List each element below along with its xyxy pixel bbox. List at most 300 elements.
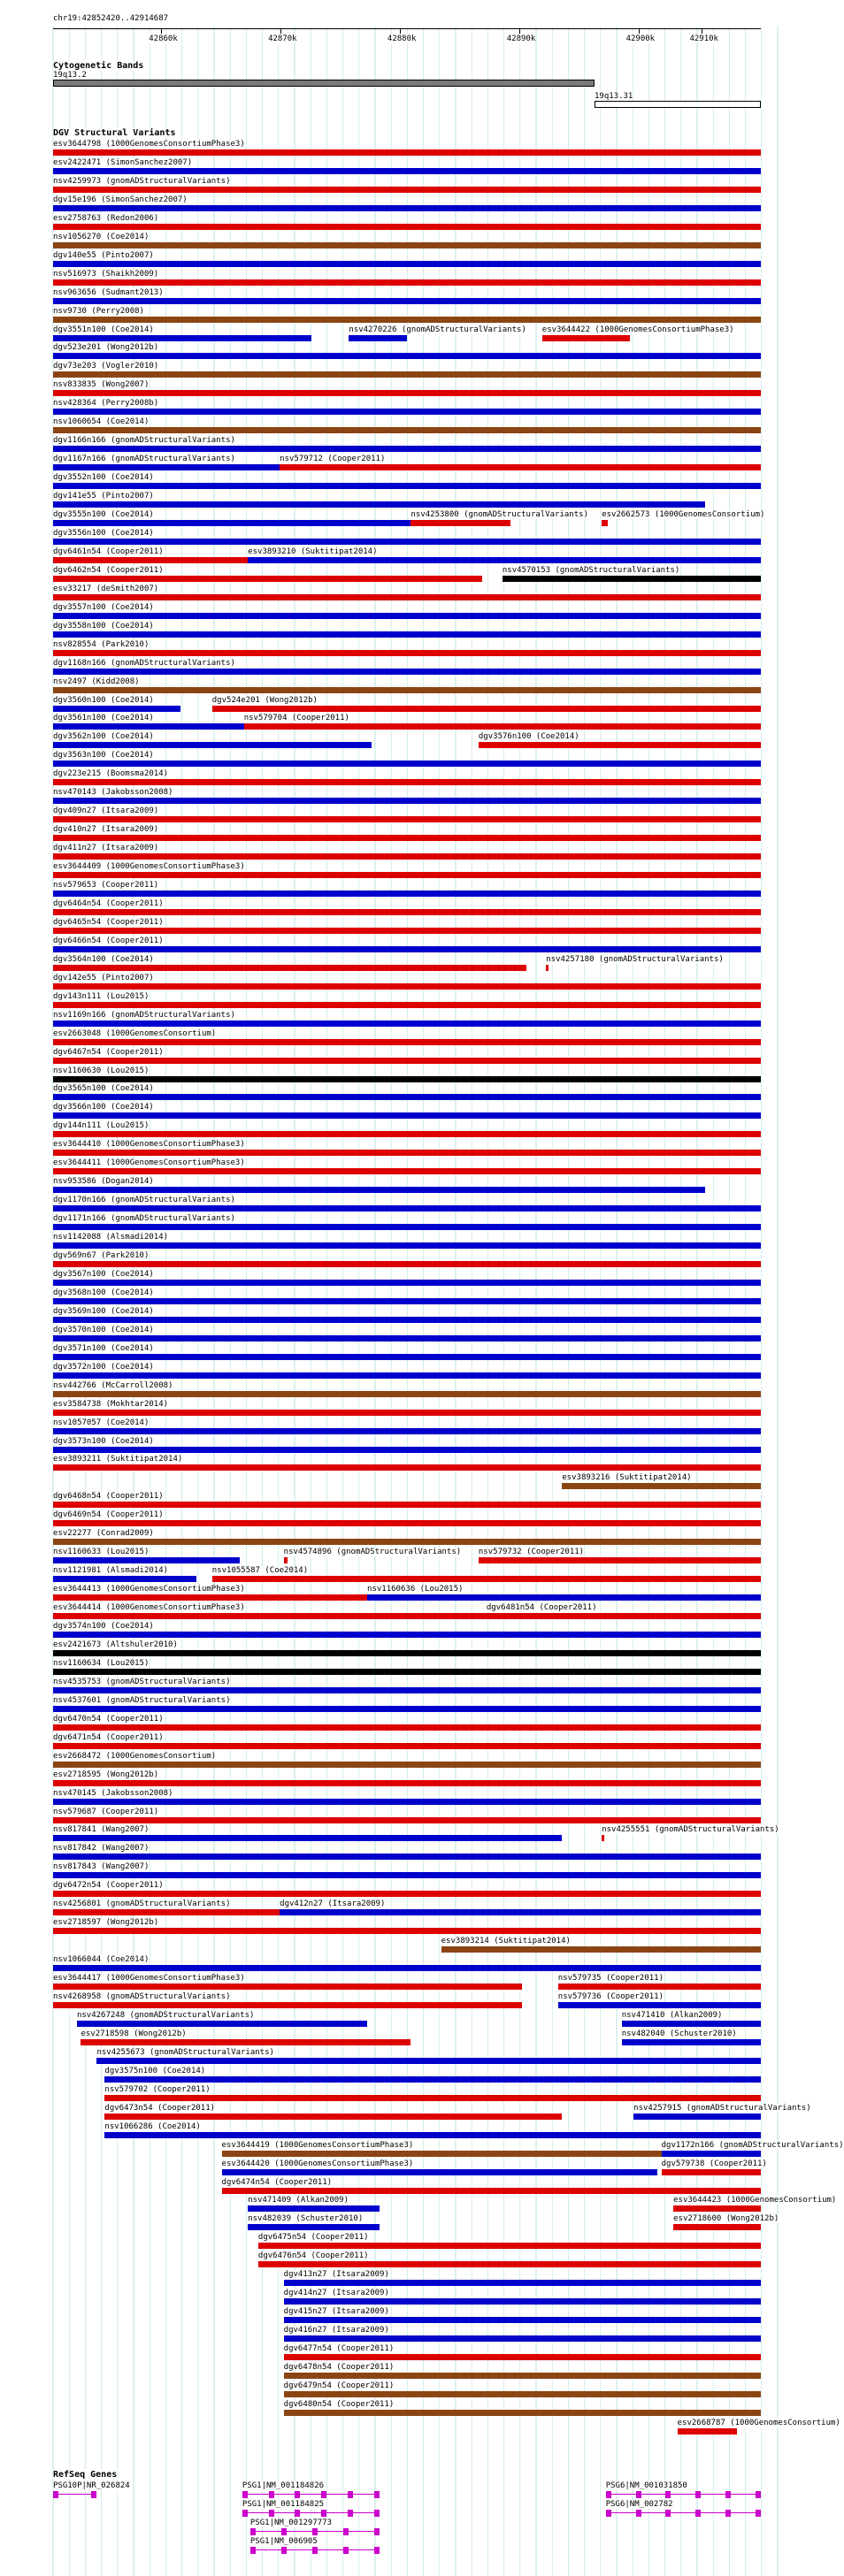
variant-label[interactable]: nsv579735 (Cooper2011) <box>557 1974 664 1984</box>
variant-bar[interactable] <box>258 2243 761 2249</box>
gene-exon[interactable] <box>695 2491 701 2498</box>
variant-bar[interactable] <box>622 2039 761 2045</box>
variant-bar[interactable] <box>53 1520 761 1526</box>
variant-bar[interactable] <box>479 1557 761 1563</box>
variant-label[interactable]: dgv410n27 (Itsara2009) <box>53 825 159 835</box>
variant-bar[interactable] <box>284 2391 761 2397</box>
variant-bar[interactable] <box>53 1261 761 1267</box>
variant-label[interactable]: dgv1172n166 (gnomADStructuralVariants) <box>661 2140 844 2150</box>
gene-exon[interactable] <box>374 2547 380 2554</box>
variant-bar[interactable] <box>53 1891 761 1897</box>
variant-bar[interactable] <box>53 1743 761 1749</box>
gene-exon[interactable] <box>636 2491 641 2498</box>
gene-exon[interactable] <box>665 2491 671 2498</box>
variant-bar[interactable] <box>284 2335 761 2342</box>
gene-exon[interactable] <box>321 2491 326 2498</box>
variant-bar[interactable] <box>222 2188 761 2194</box>
gene-label[interactable]: PSG6|NM_001031850 <box>605 2481 687 2490</box>
gene-exon[interactable] <box>269 2510 274 2517</box>
variant-label[interactable]: dgv3551n100 (Coe2014) <box>53 325 154 334</box>
variant-label[interactable]: dgv3565n100 (Coe2014) <box>53 1084 154 1094</box>
variant-label[interactable]: nsv817842 (Wang2007) <box>53 1844 150 1854</box>
variant-bar[interactable] <box>53 872 761 878</box>
variant-bar[interactable] <box>53 224 761 230</box>
variant-label[interactable]: dgv3555n100 (Coe2014) <box>53 510 154 519</box>
variant-label[interactable]: esv3644414 (1000GenomesConsortiumPhase3) <box>53 1603 245 1613</box>
variant-bar[interactable] <box>673 2205 761 2212</box>
gene-exon[interactable] <box>242 2491 248 2498</box>
variant-bar[interactable] <box>53 1835 562 1841</box>
variant-label[interactable]: dgv6471n54 (Cooper2011) <box>53 1732 164 1742</box>
gene-label[interactable]: PSG6|NM_002782 <box>605 2500 673 2509</box>
variant-bar[interactable] <box>53 1706 761 1712</box>
gene-exon[interactable] <box>606 2491 611 2498</box>
variant-bar[interactable] <box>284 1557 288 1563</box>
variant-bar[interactable] <box>284 2373 761 2379</box>
variant-bar[interactable] <box>53 335 311 341</box>
variant-label[interactable]: nsv442766 (McCarroll2008) <box>53 1380 173 1390</box>
variant-label[interactable]: dgv3552n100 (Coe2014) <box>53 473 154 483</box>
variant-label[interactable]: dgv140e55 (Pinto2007) <box>53 250 154 260</box>
variant-bar[interactable] <box>284 2410 761 2416</box>
variant-label[interactable]: nsv1060654 (Coe2014) <box>53 417 150 427</box>
variant-label[interactable]: esv3893214 (Suktitipat2014) <box>441 1937 571 1946</box>
variant-label[interactable]: dgv3576n100 (Coe2014) <box>478 732 579 742</box>
variant-label[interactable]: esv3644417 (1000GenomesConsortiumPhase3) <box>53 1974 245 1984</box>
variant-bar[interactable] <box>53 1168 761 1174</box>
gene-intron-line[interactable] <box>242 2494 380 2495</box>
variant-bar[interactable] <box>349 335 407 341</box>
variant-bar[interactable] <box>53 1428 761 1434</box>
variant-label[interactable]: dgv3567n100 (Coe2014) <box>53 1269 154 1279</box>
gene-exon[interactable] <box>343 2528 349 2535</box>
gene-intron-line[interactable] <box>606 2494 761 2495</box>
variant-label[interactable]: nsv1169n166 (gnomADStructuralVariants) <box>53 1010 235 1020</box>
variant-label[interactable]: esv2422471 (SimonSanchez2007) <box>53 157 193 167</box>
variant-label[interactable]: dgv6474n54 (Cooper2011) <box>221 2177 333 2187</box>
variant-label[interactable]: dgv6475n54 (Cooper2011) <box>257 2233 369 2243</box>
variant-label[interactable]: dgv6467n54 (Cooper2011) <box>53 1047 164 1057</box>
variant-bar[interactable] <box>53 1872 761 1878</box>
variant-bar[interactable] <box>558 1984 761 1990</box>
variant-label[interactable]: dgv6480n54 (Cooper2011) <box>283 2399 395 2409</box>
variant-bar[interactable] <box>53 1984 522 1990</box>
variant-bar[interactable] <box>77 2021 367 2027</box>
variant-label[interactable]: nsv4259973 (gnomADStructuralVariants) <box>53 176 231 186</box>
variant-label[interactable]: dgv3563n100 (Coe2014) <box>53 751 154 761</box>
variant-label[interactable]: dgv412n27 (Itsara2009) <box>280 1900 386 1909</box>
variant-bar[interactable] <box>104 2132 761 2138</box>
variant-label[interactable]: dgv579738 (Cooper2011) <box>661 2159 767 2168</box>
variant-bar[interactable] <box>53 1372 761 1379</box>
variant-label[interactable]: dgv413n27 (Itsara2009) <box>283 2270 389 2280</box>
variant-bar[interactable] <box>53 1669 761 1675</box>
variant-bar[interactable] <box>53 1354 761 1360</box>
variant-label[interactable]: dgv1171n166 (gnomADStructuralVariants) <box>53 1214 235 1224</box>
gene-exon[interactable] <box>725 2510 731 2517</box>
variant-label[interactable]: dgv3566n100 (Coe2014) <box>53 1103 154 1112</box>
gene-exon[interactable] <box>91 2491 96 2498</box>
variant-bar[interactable] <box>280 464 761 470</box>
variant-label[interactable]: nsv4570153 (gnomADStructuralVariants) <box>502 565 680 575</box>
variant-label[interactable]: dgv6469n54 (Cooper2011) <box>53 1510 164 1520</box>
variant-bar[interactable] <box>53 1150 761 1156</box>
variant-bar[interactable] <box>96 2058 761 2064</box>
variant-label[interactable]: dgv3571n100 (Coe2014) <box>53 1343 154 1353</box>
variant-bar[interactable] <box>53 557 248 563</box>
gene-exon[interactable] <box>312 2528 318 2535</box>
variant-bar[interactable] <box>546 965 549 971</box>
variant-bar[interactable] <box>53 520 410 526</box>
gene-exon[interactable] <box>756 2491 761 2498</box>
variant-bar[interactable] <box>53 631 761 638</box>
variant-bar[interactable] <box>222 2169 658 2175</box>
variant-label[interactable]: dgv6470n54 (Cooper2011) <box>53 1714 164 1724</box>
variant-bar[interactable] <box>53 427 761 433</box>
gene-exon[interactable] <box>695 2510 701 2517</box>
variant-label[interactable]: esv3644423 (1000GenomesConsortium) <box>673 2196 837 2205</box>
variant-bar[interactable] <box>479 742 761 748</box>
variant-bar[interactable] <box>53 1298 761 1304</box>
variant-bar[interactable] <box>53 1076 761 1082</box>
variant-bar[interactable] <box>284 2354 761 2360</box>
variant-bar[interactable] <box>53 298 761 304</box>
variant-label[interactable]: nsv1057057 (Coe2014) <box>53 1418 150 1427</box>
variant-label[interactable]: nsv4267248 (gnomADStructuralVariants) <box>76 2010 255 2020</box>
variant-bar[interactable] <box>487 1613 761 1619</box>
variant-label[interactable]: nsv579687 (Cooper2011) <box>53 1807 159 1816</box>
variant-bar[interactable] <box>53 409 761 415</box>
variant-label[interactable]: dgv3561n100 (Coe2014) <box>53 714 154 723</box>
variant-label[interactable]: esv3893211 (Suktitipat2014) <box>53 1455 183 1464</box>
variant-bar[interactable] <box>53 1502 761 1508</box>
variant-bar[interactable] <box>244 723 761 730</box>
gene-exon[interactable] <box>374 2491 380 2498</box>
variant-label[interactable]: esv22277 (Conrad2009) <box>53 1529 154 1539</box>
variant-label[interactable]: dgv3564n100 (Coe2014) <box>53 954 154 964</box>
variant-label[interactable]: dgv6478n54 (Cooper2011) <box>283 2363 395 2372</box>
variant-bar[interactable] <box>53 205 761 211</box>
variant-label[interactable]: nsv1142088 (Alsmadi2014) <box>53 1233 169 1242</box>
variant-bar[interactable] <box>53 928 761 934</box>
variant-bar[interactable] <box>410 520 510 526</box>
variant-bar[interactable] <box>367 1594 761 1601</box>
variant-label[interactable]: esv3644420 (1000GenomesConsortiumPhase3) <box>221 2159 414 2168</box>
variant-label[interactable]: dgv6479n54 (Cooper2011) <box>283 2381 395 2390</box>
variant-bar[interactable] <box>53 594 761 600</box>
variant-bar[interactable] <box>53 1131 761 1137</box>
variant-label[interactable]: nsv4256801 (gnomADStructuralVariants) <box>53 1900 231 1909</box>
variant-label[interactable]: esv3893216 (Suktitipat2014) <box>562 1473 692 1483</box>
variant-bar[interactable] <box>248 557 761 563</box>
variant-bar[interactable] <box>503 576 761 582</box>
variant-label[interactable]: dgv6464n54 (Cooper2011) <box>53 898 164 908</box>
variant-bar[interactable] <box>53 1058 761 1064</box>
variant-bar[interactable] <box>53 576 482 582</box>
variant-bar[interactable] <box>678 2428 737 2435</box>
gene-exon[interactable] <box>242 2510 248 2517</box>
variant-bar[interactable] <box>53 1039 761 1045</box>
variant-bar[interactable] <box>53 1280 761 1286</box>
variant-bar[interactable] <box>212 706 761 712</box>
variant-bar[interactable] <box>53 1447 761 1453</box>
variant-bar[interactable] <box>53 1724 761 1731</box>
gene-label[interactable]: PSG1|NM_006905 <box>249 2537 318 2546</box>
gene-exon[interactable] <box>250 2528 256 2535</box>
variant-bar[interactable] <box>53 742 372 748</box>
variant-label[interactable]: dgv6476n54 (Cooper2011) <box>257 2251 369 2261</box>
variant-bar[interactable] <box>53 1335 761 1342</box>
variant-bar[interactable] <box>53 501 705 508</box>
gene-exon[interactable] <box>250 2547 256 2554</box>
variant-bar[interactable] <box>53 1799 761 1805</box>
variant-label[interactable]: esv2668787 (1000GenomesConsortium) <box>677 2418 840 2427</box>
variant-label[interactable]: nsv1160636 (Lou2015) <box>367 1585 464 1594</box>
variant-bar[interactable] <box>104 2095 761 2101</box>
variant-label[interactable]: esv3644419 (1000GenomesConsortiumPhase3) <box>221 2140 414 2150</box>
variant-bar[interactable] <box>53 1557 240 1563</box>
variant-bar[interactable] <box>53 1817 761 1823</box>
variant-label[interactable]: esv2668472 (1000GenomesConsortium) <box>53 1751 217 1761</box>
variant-label[interactable]: esv3893210 (Suktitipat2014) <box>248 547 378 556</box>
variant-bar[interactable] <box>284 2317 761 2323</box>
variant-bar[interactable] <box>673 2224 761 2230</box>
variant-label[interactable]: esv2662573 (1000GenomesConsortium) <box>602 510 765 519</box>
variant-bar[interactable] <box>53 1317 761 1323</box>
gene-intron-line[interactable] <box>606 2512 761 2513</box>
variant-bar[interactable] <box>602 1835 604 1841</box>
variant-label[interactable]: dgv569n67 (Park2010) <box>53 1251 150 1260</box>
variant-label[interactable]: dgv3572n100 (Coe2014) <box>53 1362 154 1372</box>
variant-label[interactable]: esv2421673 (Altshuler2010) <box>53 1640 178 1649</box>
variant-bar[interactable] <box>53 261 761 267</box>
variant-label[interactable]: nsv579653 (Cooper2011) <box>53 881 159 890</box>
variant-label[interactable]: nsv4257915 (gnomADStructuralVariants) <box>633 2103 811 2113</box>
variant-bar[interactable] <box>53 983 761 990</box>
variant-label[interactable]: nsv4255673 (gnomADStructuralVariants) <box>96 2047 274 2057</box>
variant-label[interactable]: nsv579712 (Cooper2011) <box>280 455 386 464</box>
gene-exon[interactable] <box>725 2491 731 2498</box>
variant-label[interactable]: dgv3557n100 (Coe2014) <box>53 602 154 612</box>
variant-label[interactable]: dgv1170n166 (gnomADStructuralVariants) <box>53 1196 235 1205</box>
variant-label[interactable]: dgv141e55 (Pinto2007) <box>53 492 154 501</box>
variant-label[interactable]: dgv6473n54 (Cooper2011) <box>104 2103 216 2113</box>
variant-bar[interactable] <box>53 1687 761 1693</box>
variant-bar[interactable] <box>104 2114 562 2120</box>
variant-label[interactable]: dgv416n27 (Itsara2009) <box>283 2326 389 2335</box>
gene-label[interactable]: PSG1|NM_001184825 <box>242 2500 325 2509</box>
variant-label[interactable]: dgv3560n100 (Coe2014) <box>53 695 154 705</box>
variant-bar[interactable] <box>53 371 761 378</box>
variant-bar[interactable] <box>53 965 526 971</box>
variant-label[interactable]: esv2718595 (Wong2012b) <box>53 1770 159 1779</box>
variant-label[interactable]: nsv2497 (Kidd2008) <box>53 676 140 686</box>
variant-bar[interactable] <box>53 1909 280 1915</box>
variant-label[interactable]: nsv1056270 (Coe2014) <box>53 232 150 241</box>
variant-label[interactable]: dgv3569n100 (Coe2014) <box>53 1306 154 1316</box>
variant-label[interactable]: nsv9730 (Perry2008) <box>53 306 144 316</box>
variant-bar[interactable] <box>53 539 761 545</box>
variant-label[interactable]: nsv963656 (Sudmant2013) <box>53 287 164 297</box>
variant-bar[interactable] <box>284 2280 761 2286</box>
variant-label[interactable]: dgv6465n54 (Cooper2011) <box>53 917 164 927</box>
variant-bar[interactable] <box>558 2002 761 2008</box>
variant-bar[interactable] <box>662 2151 761 2157</box>
variant-label[interactable]: dgv409n27 (Itsara2009) <box>53 806 159 816</box>
variant-label[interactable]: nsv4253800 (gnomADStructuralVariants) <box>410 510 588 519</box>
variant-label[interactable]: esv2663048 (1000GenomesConsortium) <box>53 1028 217 1038</box>
variant-label[interactable]: nsv470145 (Jakobsson2008) <box>53 1788 173 1798</box>
variant-bar[interactable] <box>53 1632 761 1638</box>
variant-label[interactable]: nsv4574896 (gnomADStructuralVariants) <box>283 1548 462 1557</box>
variant-label[interactable]: esv2718597 (Wong2012b) <box>53 1918 159 1928</box>
gene-exon[interactable] <box>281 2547 287 2554</box>
variant-label[interactable]: esv3644410 (1000GenomesConsortiumPhase3) <box>53 1140 245 1150</box>
variant-label[interactable]: nsv1055587 (Coe2014) <box>211 1566 309 1576</box>
variant-bar[interactable] <box>212 1576 761 1582</box>
variant-bar[interactable] <box>53 613 761 619</box>
variant-label[interactable]: dgv6461n54 (Cooper2011) <box>53 547 164 556</box>
variant-label[interactable]: nsv579736 (Cooper2011) <box>557 1992 664 2001</box>
variant-bar[interactable] <box>602 520 607 526</box>
variant-bar[interactable] <box>53 390 761 396</box>
variant-bar[interactable] <box>53 353 761 359</box>
variant-bar[interactable] <box>662 2169 761 2175</box>
variant-label[interactable]: dgv415n27 (Itsara2009) <box>283 2307 389 2317</box>
variant-bar[interactable] <box>53 669 761 675</box>
gene-exon[interactable] <box>606 2510 611 2517</box>
variant-bar[interactable] <box>53 1780 761 1786</box>
variant-bar[interactable] <box>53 1762 761 1768</box>
gene-exon[interactable] <box>295 2510 300 2517</box>
variant-bar[interactable] <box>53 279 761 286</box>
variant-label[interactable]: dgv1167n166 (gnomADStructuralVariants) <box>53 455 235 464</box>
variant-label[interactable]: nsv1121981 (Alsmadi2014) <box>53 1566 169 1576</box>
variant-bar[interactable] <box>53 1539 761 1545</box>
variant-bar[interactable] <box>280 1909 761 1915</box>
variant-label[interactable]: dgv3568n100 (Coe2014) <box>53 1288 154 1297</box>
gene-exon[interactable] <box>269 2491 274 2498</box>
variant-label[interactable]: nsv482039 (Schuster2010) <box>248 2214 364 2224</box>
variant-bar[interactable] <box>53 835 761 841</box>
variant-label[interactable]: esv2718598 (Wong2012b) <box>81 2029 187 2038</box>
gene-exon[interactable] <box>665 2510 671 2517</box>
variant-label[interactable]: dgv6466n54 (Cooper2011) <box>53 936 164 945</box>
variant-label[interactable]: dgv143n111 (Lou2015) <box>53 991 150 1001</box>
variant-bar[interactable] <box>104 2076 761 2083</box>
variant-bar[interactable] <box>53 464 280 470</box>
variant-bar[interactable] <box>53 1020 761 1027</box>
variant-label[interactable]: dgv524e201 (Wong2012b) <box>211 695 318 705</box>
variant-label[interactable]: nsv4268958 (gnomADStructuralVariants) <box>53 1992 231 2001</box>
variant-label[interactable]: dgv1166n166 (gnomADStructuralVariants) <box>53 436 235 446</box>
gene-exon[interactable] <box>348 2491 353 2498</box>
variant-label[interactable]: esv3644422 (1000GenomesConsortiumPhase3) <box>541 325 734 334</box>
variant-bar[interactable] <box>53 761 761 767</box>
gene-exon[interactable] <box>348 2510 353 2517</box>
variant-label[interactable]: nsv471409 (Alkan2009) <box>248 2196 349 2205</box>
variant-bar[interactable] <box>53 149 761 156</box>
gene-exon[interactable] <box>343 2547 349 2554</box>
variant-bar[interactable] <box>53 723 244 730</box>
variant-label[interactable]: nsv579704 (Cooper2011) <box>243 714 349 723</box>
variant-label[interactable]: nsv516973 (Shaikh2009) <box>53 269 159 279</box>
variant-label[interactable]: nsv1066286 (Coe2014) <box>104 2121 201 2131</box>
variant-bar[interactable] <box>53 1205 761 1212</box>
variant-label[interactable]: nsv470143 (Jakobsson2008) <box>53 788 173 798</box>
variant-bar[interactable] <box>53 1965 761 1971</box>
variant-bar[interactable] <box>53 1594 367 1601</box>
variant-bar[interactable] <box>53 187 761 193</box>
variant-bar[interactable] <box>53 798 761 804</box>
variant-label[interactable]: dgv73e203 (Vogler2010) <box>53 362 159 371</box>
variant-label[interactable]: dgv1168n166 (gnomADStructuralVariants) <box>53 658 235 668</box>
variant-label[interactable]: esv3584738 (Mokhtar2014) <box>53 1399 169 1409</box>
gene-exon[interactable] <box>374 2510 380 2517</box>
gene-exon[interactable] <box>374 2528 380 2535</box>
variant-bar[interactable] <box>53 1112 761 1119</box>
gene-exon[interactable] <box>756 2510 761 2517</box>
variant-bar[interactable] <box>53 946 761 952</box>
variant-bar[interactable] <box>542 335 630 341</box>
variant-bar[interactable] <box>53 891 761 897</box>
variant-label[interactable]: dgv6477n54 (Cooper2011) <box>283 2344 395 2354</box>
variant-label[interactable]: dgv142e55 (Pinto2007) <box>53 973 154 982</box>
gene-label[interactable]: PSG1|NM_001184826 <box>242 2481 325 2490</box>
gene-intron-line[interactable] <box>242 2512 380 2513</box>
variant-bar[interactable] <box>53 242 761 248</box>
variant-bar[interactable] <box>53 706 180 712</box>
variant-label[interactable]: nsv471410 (Alkan2009) <box>621 2010 723 2020</box>
variant-label[interactable]: dgv411n27 (Itsara2009) <box>53 844 159 853</box>
variant-bar[interactable] <box>258 2261 761 2267</box>
variant-bar[interactable] <box>53 1410 761 1416</box>
variant-label[interactable]: nsv817843 (Wang2007) <box>53 1862 150 1872</box>
variant-bar[interactable] <box>53 446 761 452</box>
variant-label[interactable]: dgv3562n100 (Coe2014) <box>53 732 154 742</box>
variant-bar[interactable] <box>53 779 761 785</box>
variant-label[interactable]: nsv428364 (Perry2008b) <box>53 399 159 409</box>
variant-label[interactable]: esv2718600 (Wong2012b) <box>673 2214 779 2224</box>
variant-bar[interactable] <box>53 650 761 656</box>
variant-label[interactable]: nsv579732 (Cooper2011) <box>478 1548 585 1557</box>
variant-label[interactable]: nsv1160634 (Lou2015) <box>53 1658 150 1668</box>
gene-exon[interactable] <box>295 2491 300 2498</box>
variant-bar[interactable] <box>53 1002 761 1008</box>
variant-label[interactable]: nsv482040 (Schuster2010) <box>621 2029 737 2038</box>
variant-label[interactable]: dgv223e215 (Boomsma2014) <box>53 769 169 779</box>
variant-bar[interactable] <box>53 1464 761 1471</box>
variant-bar[interactable] <box>53 2002 522 2008</box>
variant-bar[interactable] <box>441 1946 761 1953</box>
variant-label[interactable]: nsv953586 (Dogan2014) <box>53 1177 154 1187</box>
gene-label[interactable]: PSG1|NM_001297773 <box>249 2519 333 2527</box>
variant-label[interactable]: nsv4537601 (gnomADStructuralVariants) <box>53 1695 231 1705</box>
variant-label[interactable]: esv3644411 (1000GenomesConsortiumPhase3) <box>53 1158 245 1168</box>
variant-label[interactable]: nsv4535753 (gnomADStructuralVariants) <box>53 1677 231 1686</box>
variant-label[interactable]: nsv1160630 (Lou2015) <box>53 1066 150 1075</box>
variant-label[interactable]: esv3644409 (1000GenomesConsortiumPhase3) <box>53 862 245 872</box>
variant-label[interactable]: nsv817841 (Wang2007) <box>53 1825 150 1835</box>
variant-label[interactable]: dgv6468n54 (Cooper2011) <box>53 1492 164 1502</box>
gene-exon[interactable] <box>321 2510 326 2517</box>
variant-bar[interactable] <box>53 317 761 323</box>
variant-label[interactable]: dgv3574n100 (Coe2014) <box>53 1622 154 1631</box>
variant-label[interactable]: nsv4257180 (gnomADStructuralVariants) <box>546 954 724 964</box>
variant-bar[interactable] <box>53 1187 705 1193</box>
variant-label[interactable]: esv3644413 (1000GenomesConsortiumPhase3) <box>53 1585 245 1594</box>
variant-bar[interactable] <box>53 1094 761 1100</box>
